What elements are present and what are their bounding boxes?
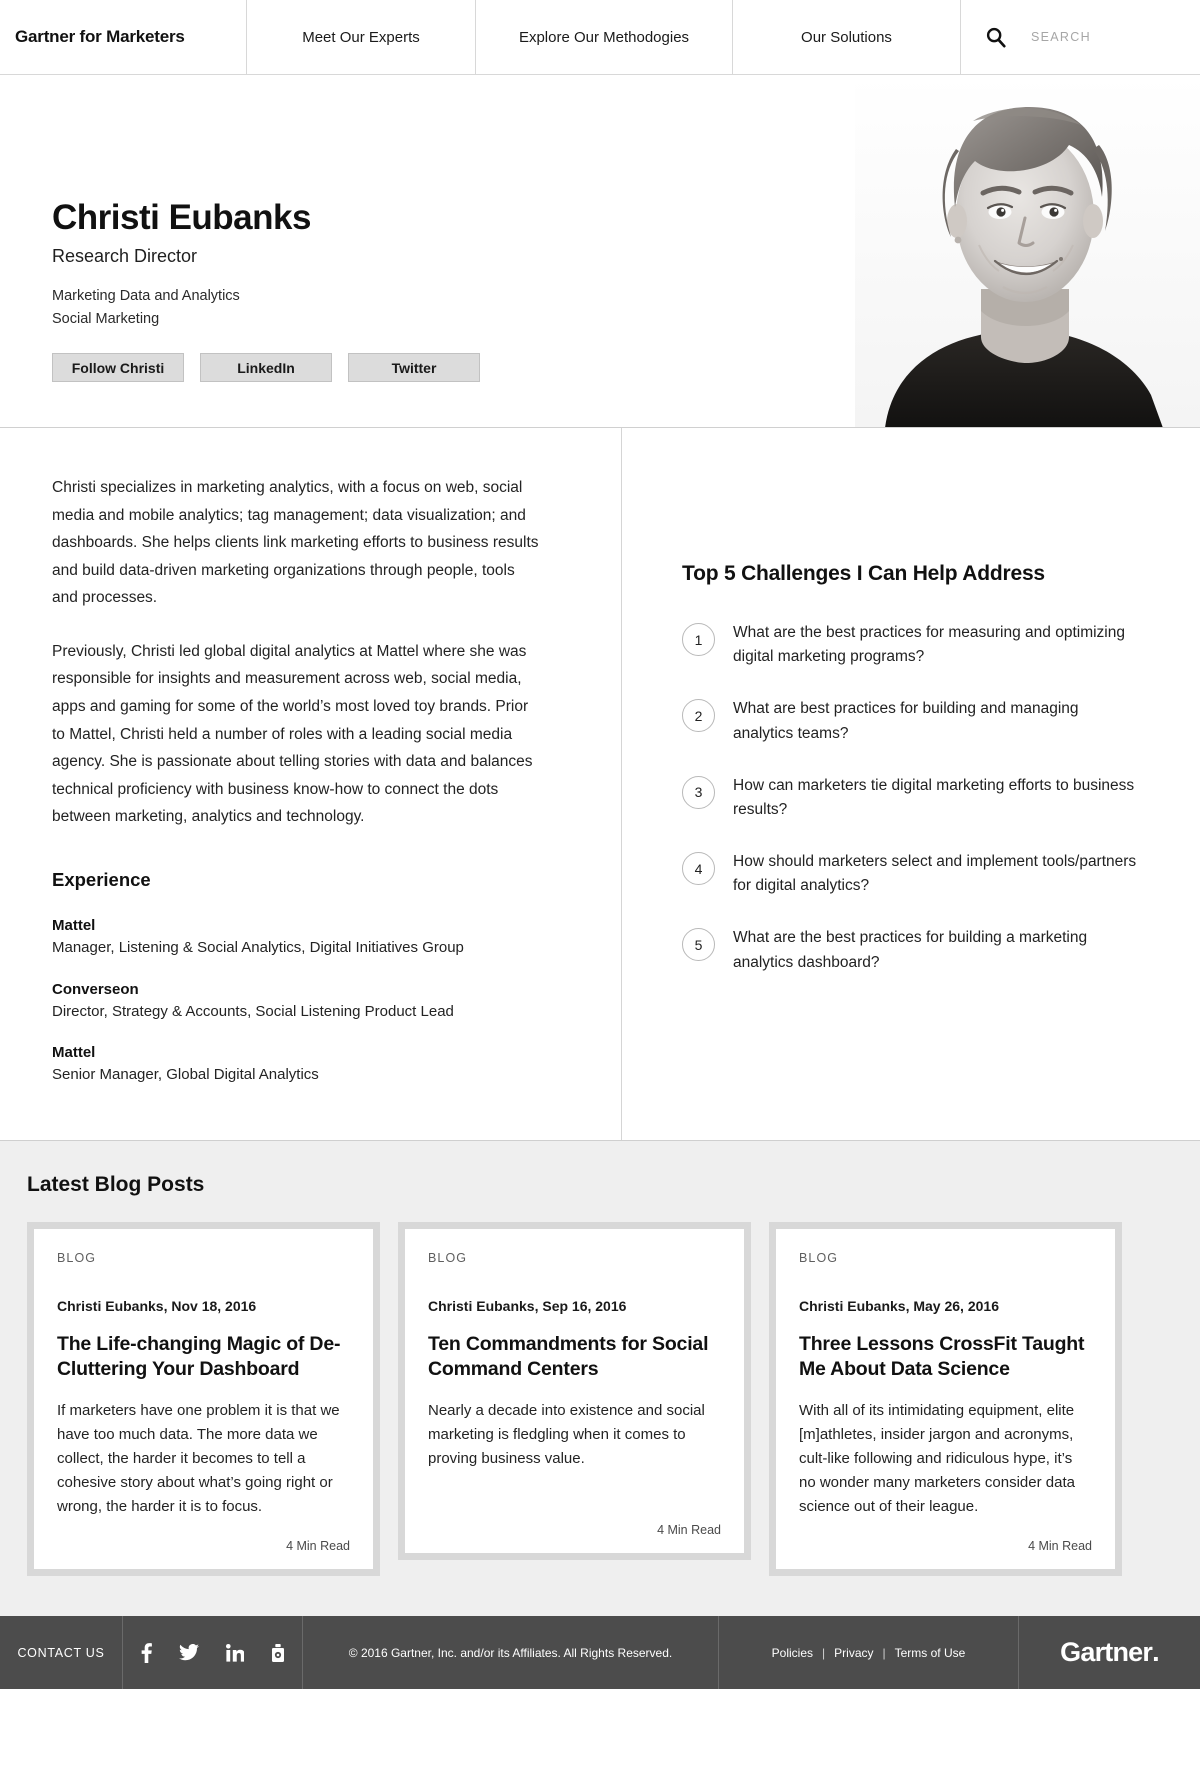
blog-card[interactable] — [769, 1222, 1122, 1576]
site-logo[interactable]: Gartner for Marketers — [15, 27, 185, 46]
twitter-icon[interactable] — [179, 1644, 199, 1661]
experience-heading: Experience — [52, 868, 151, 890]
topic-item: Marketing Data and Analytics — [52, 288, 240, 305]
blog-byline: Christi Eubanks, Sep 16, 2016 — [428, 1298, 627, 1315]
challenge-item — [682, 773, 1140, 822]
follow-button[interactable]: Follow Christi — [52, 353, 184, 382]
blog-kicker: BLOG — [799, 1251, 839, 1266]
blog-byline: Christi Eubanks, May 26, 2016 — [799, 1298, 999, 1315]
hero-action-buttons — [52, 353, 1200, 382]
hero-content — [0, 75, 1200, 382]
linkedin-button[interactable]: LinkedIn — [200, 353, 332, 382]
challenge-text: How can marketers tie digital marketing efforts to business results? — [733, 776, 1135, 818]
blog-kicker: BLOG — [428, 1251, 468, 1266]
blog-section-heading: Latest Blog Posts — [27, 1173, 205, 1197]
experience-item — [52, 917, 539, 959]
challenge-item — [682, 696, 1140, 745]
blog-excerpt: With all of its intimidating equipment, elite [m]athletes, insider jargon and acronyms, cult-like following and ridiculous hype, it’s no wonder many marketers consider data science out of their league. — [799, 1402, 1075, 1516]
latest-blog-posts-section — [0, 1141, 1200, 1616]
facebook-icon[interactable] — [141, 1643, 152, 1663]
blog-read-time: 4 Min Read — [657, 1523, 721, 1538]
person-role: Research Director — [52, 246, 198, 267]
gartner-logo[interactable] — [1018, 1616, 1200, 1689]
youtube-icon[interactable] — [271, 1644, 285, 1662]
privacy-link[interactable]: Privacy — [834, 1645, 874, 1660]
blog-kicker: BLOG — [57, 1251, 97, 1266]
experience-role: Manager, Listening & Social Analytics, Digital Initiatives Group — [52, 938, 464, 956]
blog-excerpt: Nearly a decade into existence and social marketing is fledgling when it comes to proving business value. — [428, 1402, 705, 1468]
experience-company: Converseon — [52, 980, 139, 998]
blog-read-time: 4 Min Read — [1028, 1539, 1092, 1554]
experience-company: Mattel — [52, 916, 96, 934]
experience-role: Senior Manager, Global Digital Analytics — [52, 1066, 319, 1084]
search-icon[interactable] — [985, 26, 1007, 48]
terms-of-use-link[interactable]: Terms of Use — [894, 1645, 966, 1660]
twitter-button[interactable]: Twitter — [348, 353, 480, 382]
gartner-logo-dot: . — [1152, 1637, 1159, 1668]
bio-paragraph: Christi specializes in marketing analytics, with a focus on web, social media and mobile analytics; tag management; data visualization; and dashboards. She helps clients link marketing efforts to business results and build data-driven marketing organizations through people, tools and processes. — [52, 479, 539, 607]
blog-read-time: 4 Min Read — [286, 1539, 350, 1554]
link-separator: | — [822, 1645, 826, 1660]
bio-paragraph: Previously, Christi led global digital analytics at Mattel where she was responsible for insights and measurement across web, social media, apps and gaming for some of the world’s most loved toy brands. Prior to Mattel, Christi held a number of roles with a leading social media agency. She is passionate about telling stories with data and balances technical proficiency with business know-how to connect the dots between marketing, analytics and technology. — [52, 642, 533, 826]
challenge-item — [682, 620, 1140, 669]
challenges-column — [622, 428, 1200, 1140]
policies-link[interactable]: Policies — [771, 1645, 814, 1660]
footer-links — [718, 1616, 1018, 1689]
challenge-number: 3 — [682, 776, 715, 809]
challenge-number: 5 — [682, 928, 715, 961]
topic-item: Social Marketing — [52, 310, 160, 327]
blog-headline[interactable]: Ten Commandments for Social Command Centers — [428, 1333, 709, 1381]
copyright-text: © 2016 Gartner, Inc. and/or its Affiliates. All Rights Reserved. — [302, 1616, 718, 1689]
nav-item-meet-our-experts[interactable]: Meet Our Experts — [246, 0, 475, 74]
blog-excerpt: If marketers have one problem it is that we have too much data. The more data we collect, the harder it becomes to tell a cohesive story about what’s going right or wrong, the harder it is to focus. — [57, 1402, 340, 1516]
challenges-heading: Top 5 Challenges I Can Help Address — [682, 562, 1045, 585]
search-input[interactable]: SEARCH — [1031, 30, 1091, 44]
challenge-item — [682, 849, 1140, 898]
search-area[interactable] — [960, 0, 1200, 74]
blog-card[interactable] — [27, 1222, 380, 1576]
challenge-number: 2 — [682, 699, 715, 732]
linkedin-icon[interactable] — [226, 1644, 244, 1662]
challenge-item — [682, 925, 1140, 974]
challenge-text: What are the best practices for measuring and optimizing digital marketing programs? — [733, 624, 1125, 666]
nav-item-our-solutions[interactable]: Our Solutions — [732, 0, 960, 74]
page-title: Christi Eubanks — [52, 198, 311, 237]
site-footer — [0, 1616, 1200, 1689]
social-links — [122, 1616, 302, 1689]
blog-headline[interactable]: The Life-changing Magic of De-Cluttering Your Dashboard — [57, 1333, 341, 1381]
challenge-text: What are the best practices for building a marketing analytics dashboard? — [733, 929, 1088, 971]
blog-card[interactable] — [398, 1222, 751, 1560]
blog-card-grid — [0, 1222, 1200, 1576]
main-content — [0, 428, 1200, 1141]
gartner-logo-text: Gartner — [1060, 1637, 1153, 1668]
hero-section — [0, 75, 1200, 428]
person-topics — [52, 285, 1200, 330]
challenge-number: 4 — [682, 852, 715, 885]
contact-us-link[interactable]: CONTACT US — [17, 1645, 105, 1660]
experience-role: Director, Strategy & Accounts, Social Listening Product Lead — [52, 1002, 454, 1020]
challenge-number: 1 — [682, 623, 715, 656]
blog-headline[interactable]: Three Lessons CrossFit Taught Me About Data Science — [799, 1333, 1085, 1381]
nav-item-explore-our-methodogies[interactable]: Explore Our Methodogies — [475, 0, 732, 74]
link-separator: | — [882, 1645, 886, 1660]
experience-item — [52, 981, 539, 1023]
experience-company: Mattel — [52, 1044, 96, 1062]
blog-byline: Christi Eubanks, Nov 18, 2016 — [57, 1298, 257, 1315]
top-navigation-bar — [0, 0, 1200, 75]
experience-item — [52, 1044, 539, 1086]
bio-column — [0, 428, 622, 1140]
challenge-text: How should marketers select and implement tools/partners for digital analytics? — [733, 853, 1137, 895]
challenge-text: What are best practices for building and managing analytics teams? — [733, 700, 1079, 742]
